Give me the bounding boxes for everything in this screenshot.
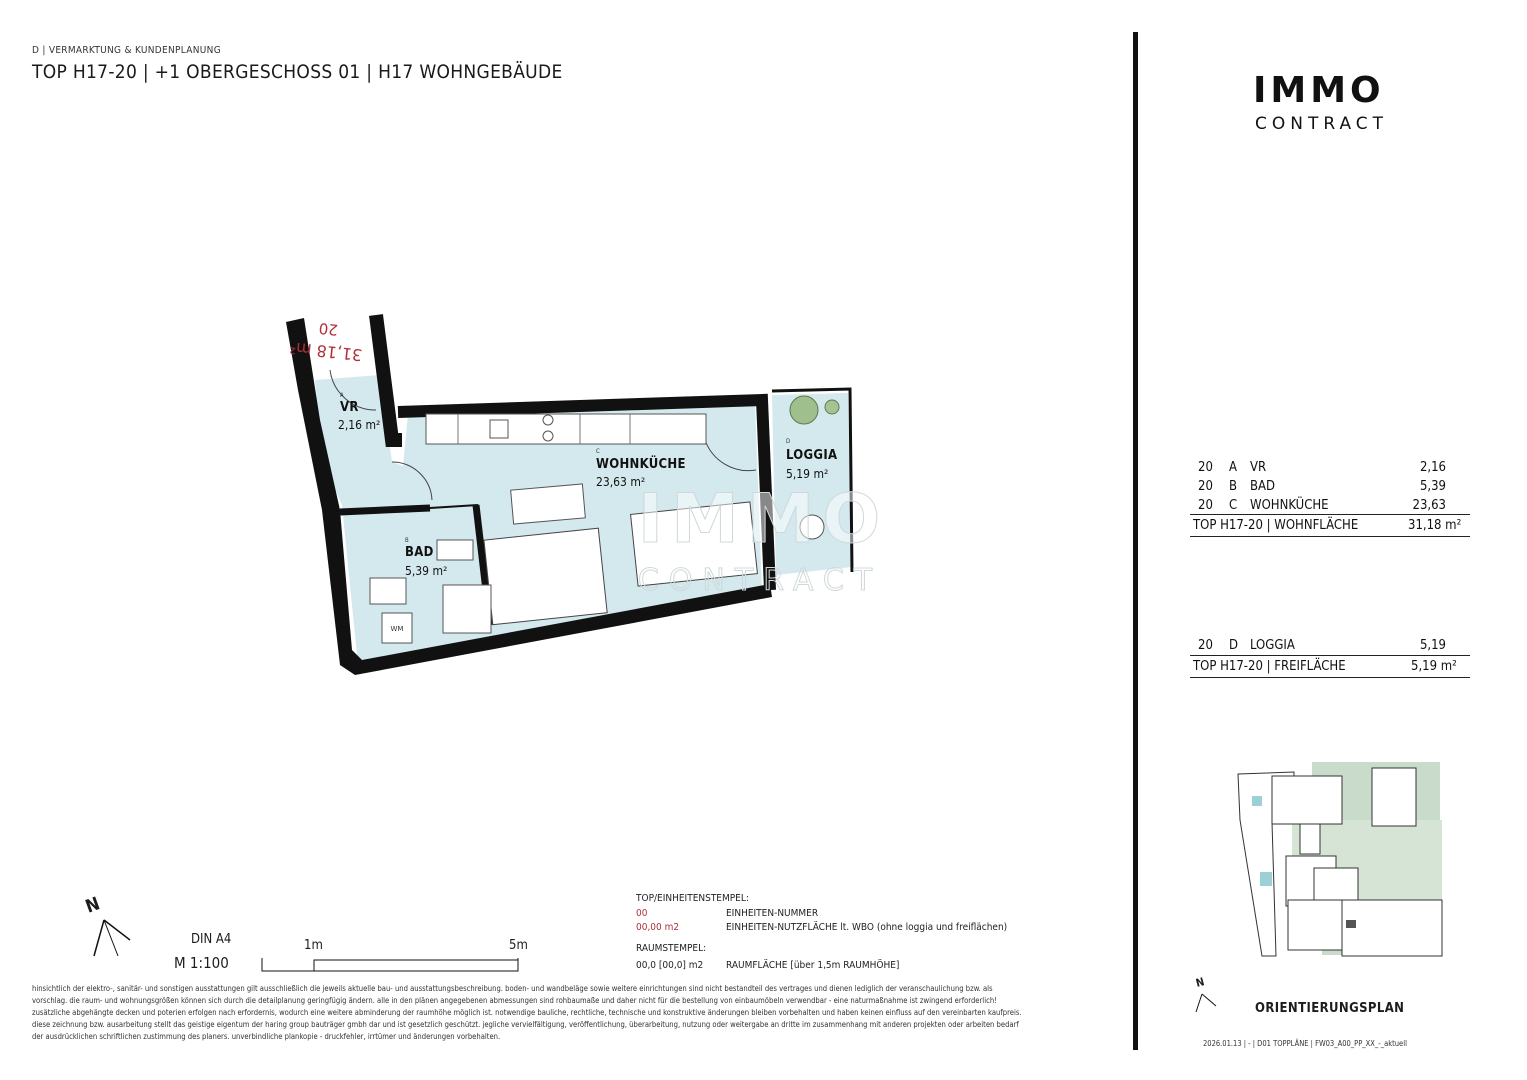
- table-cell-letter: B: [1229, 479, 1238, 494]
- room-a-name: VR: [340, 400, 359, 415]
- table-cell-name: VR: [1250, 460, 1267, 475]
- table-cell-value: 5,39: [1419, 479, 1446, 494]
- orientation-north-label: N: [1194, 975, 1206, 990]
- plant: [825, 400, 839, 414]
- room-b-area: 5,39 m²: [405, 564, 448, 578]
- orientation-map: [1232, 760, 1484, 958]
- plant: [790, 396, 818, 424]
- table-rule: [1190, 536, 1470, 537]
- watermark-immo: IMMO: [637, 480, 889, 559]
- table: [511, 484, 586, 524]
- disclaimer-line: hinsichtlich der elektro-, sanitär- und sonstigen ausstattungen gilt ausschließlich die jeweils aktuelle bau- und ausstattungsbeschreibung. boden- und wandbeläge sowie weitere einrichtungen sind nicht bestandteil des vertrages und dienen lediglich der veranschaulichung bzw. als: [32, 984, 993, 993]
- room-a-area: 2,16 m²: [338, 418, 381, 432]
- sum-value-wohnflaeche: 31,18 m²: [1408, 518, 1462, 533]
- unit-stamp-number: 20: [317, 319, 339, 339]
- table-cell-value: 23,63: [1412, 498, 1446, 513]
- watermark-contract: CONTRACT: [637, 563, 883, 598]
- table-cell-letter: A: [1229, 460, 1237, 475]
- wm-label: WM: [390, 625, 404, 633]
- north-label: N: [82, 893, 103, 918]
- table-rule: [1190, 514, 1470, 515]
- room-b-letter: B: [405, 537, 409, 544]
- wall-bad-north: [340, 508, 430, 512]
- table-row: [1198, 460, 1464, 478]
- table-cell-top: 20: [1198, 638, 1213, 653]
- legend-code-number: 00: [636, 908, 648, 919]
- table-cell-name: BAD: [1250, 479, 1276, 494]
- legend-code-room: 00,0 [00,0] m2: [636, 960, 704, 971]
- table-cell-letter: C: [1229, 498, 1238, 513]
- sum-label-wohnflaeche: TOP H17-20 | WOHNFLÄCHE: [1193, 518, 1359, 533]
- room-d-letter: D: [786, 438, 791, 445]
- disclaimer-line: vorschlag. die raum- und wohnungsgrößen können sich durch die detailplanung geringfügig ändern. alle in den plänen angegebenen abmessungen sind rohbaumaße und daher nicht für die bestellung von einbaumöbeln verwendbar - eine naturmaßnahme ist zwingend erforderlich!: [32, 996, 997, 1005]
- area-table-wohnflaeche: [1198, 460, 1464, 520]
- legend-code-area: 00,00 m2: [636, 922, 680, 933]
- logo-contract: CONTRACT: [1255, 114, 1389, 134]
- page-title: TOP H17-20 | +1 OBERGESCHOSS 01 | H17 WOHNGEBÄUDE: [32, 61, 563, 83]
- legend-stamp-title: TOP/EINHEITENSTEMPEL:: [636, 893, 749, 904]
- table-row: [1198, 638, 1464, 656]
- sum-label-freiflaeche: TOP H17-20 | FREIFLÄCHE: [1193, 659, 1346, 674]
- table-cell-top: 20: [1198, 479, 1213, 494]
- shower: [443, 585, 491, 633]
- disclaimer: [32, 983, 1112, 1043]
- orientation-label: ORIENTIERUNGSPLAN: [1255, 1001, 1405, 1016]
- disclaimer-line: der ausdrücklichen schriftlichen zustimmung des planers. unverbindliche plankopie - druckfehler, irrtümer und änderungen vorbehalten.: [32, 1032, 501, 1041]
- room-d-area: 5,19 m²: [786, 467, 829, 481]
- table-rule: [1190, 677, 1470, 678]
- room-c-name: WOHNKÜCHE: [596, 457, 686, 472]
- header-subtitle: D | VERMARKTUNG & KUNDENPLANUNG: [32, 45, 221, 56]
- table-cell-value: 5,19: [1419, 638, 1446, 653]
- table-cell-value: 2,16: [1419, 460, 1446, 475]
- room-d-name: LOGGIA: [786, 448, 838, 463]
- room-a-letter: A: [340, 392, 344, 399]
- legend-room-title: RAUMSTEMPEL:: [636, 943, 707, 954]
- table-cell-name: WOHNKÜCHE: [1250, 498, 1329, 513]
- paper-size: DIN A4: [191, 932, 232, 947]
- table-cell-top: 20: [1198, 498, 1213, 513]
- scale-mark-5m: 5m: [509, 938, 528, 953]
- table-cell-top: 20: [1198, 460, 1213, 475]
- sum-value-freiflaeche: 5,19 m²: [1411, 659, 1457, 674]
- washbasin: [437, 540, 473, 560]
- table-cell-name: LOGGIA: [1250, 638, 1295, 653]
- legend-desc-room: RAUMFLÄCHE [über 1,5m RAUMHÖHE]: [726, 960, 900, 971]
- unit-stamp-area: 31,18 m²: [288, 338, 364, 365]
- scale-ratio: M 1:100: [174, 954, 229, 972]
- bed: [484, 528, 607, 625]
- table-cell-letter: D: [1229, 638, 1239, 653]
- table-rule: [1190, 655, 1470, 656]
- toilet: [370, 578, 406, 604]
- kitchen-counter: [426, 414, 706, 444]
- disclaimer-line: zusätzliche abgehängte decken und poterien erfolgen nach erfordernis, wodurch eine weitere abminderung der raumhöhe möglich ist. notwendige bauliche, rechtliche, technische und konstruktive änderungen bleiben vorbehalten und haben keinen einfluss auf den vereinbarten kaufpreis.: [32, 1008, 1022, 1017]
- disclaimer-line: diese zeichnung bzw. ausarbeitung stellt das geistige eigentum der haring group bauträger gmbh dar und ist gesetzlich geschützt. jegliche vervielfältigung, veröffentlichung, überarbeitung, nutzung oder weitergabe an dritte im zusammenhang mit anderen projekten oder arbeiten bedarf: [32, 1020, 1019, 1029]
- logo-immo: IMMO: [1253, 70, 1385, 111]
- legend-desc-area: EINHEITEN-NUTZFLÄCHE lt. WBO (ohne loggia und freiflächen): [726, 922, 1008, 933]
- scale-mark-1m: 1m: [304, 938, 323, 953]
- legend-desc-number: EINHEITEN-NUMMER: [726, 908, 819, 919]
- room-c-letter: C: [596, 448, 600, 455]
- footer-plan-code: 2026.01.13 | - | D01 TOPPLÄNE | FW03_A00_PP_XX_-_aktuell: [1203, 1039, 1407, 1048]
- room-c-area: 23,63 m²: [596, 475, 646, 489]
- room-b-name: BAD: [405, 545, 434, 560]
- scale-bar: [260, 954, 524, 974]
- table-row: [1198, 479, 1464, 497]
